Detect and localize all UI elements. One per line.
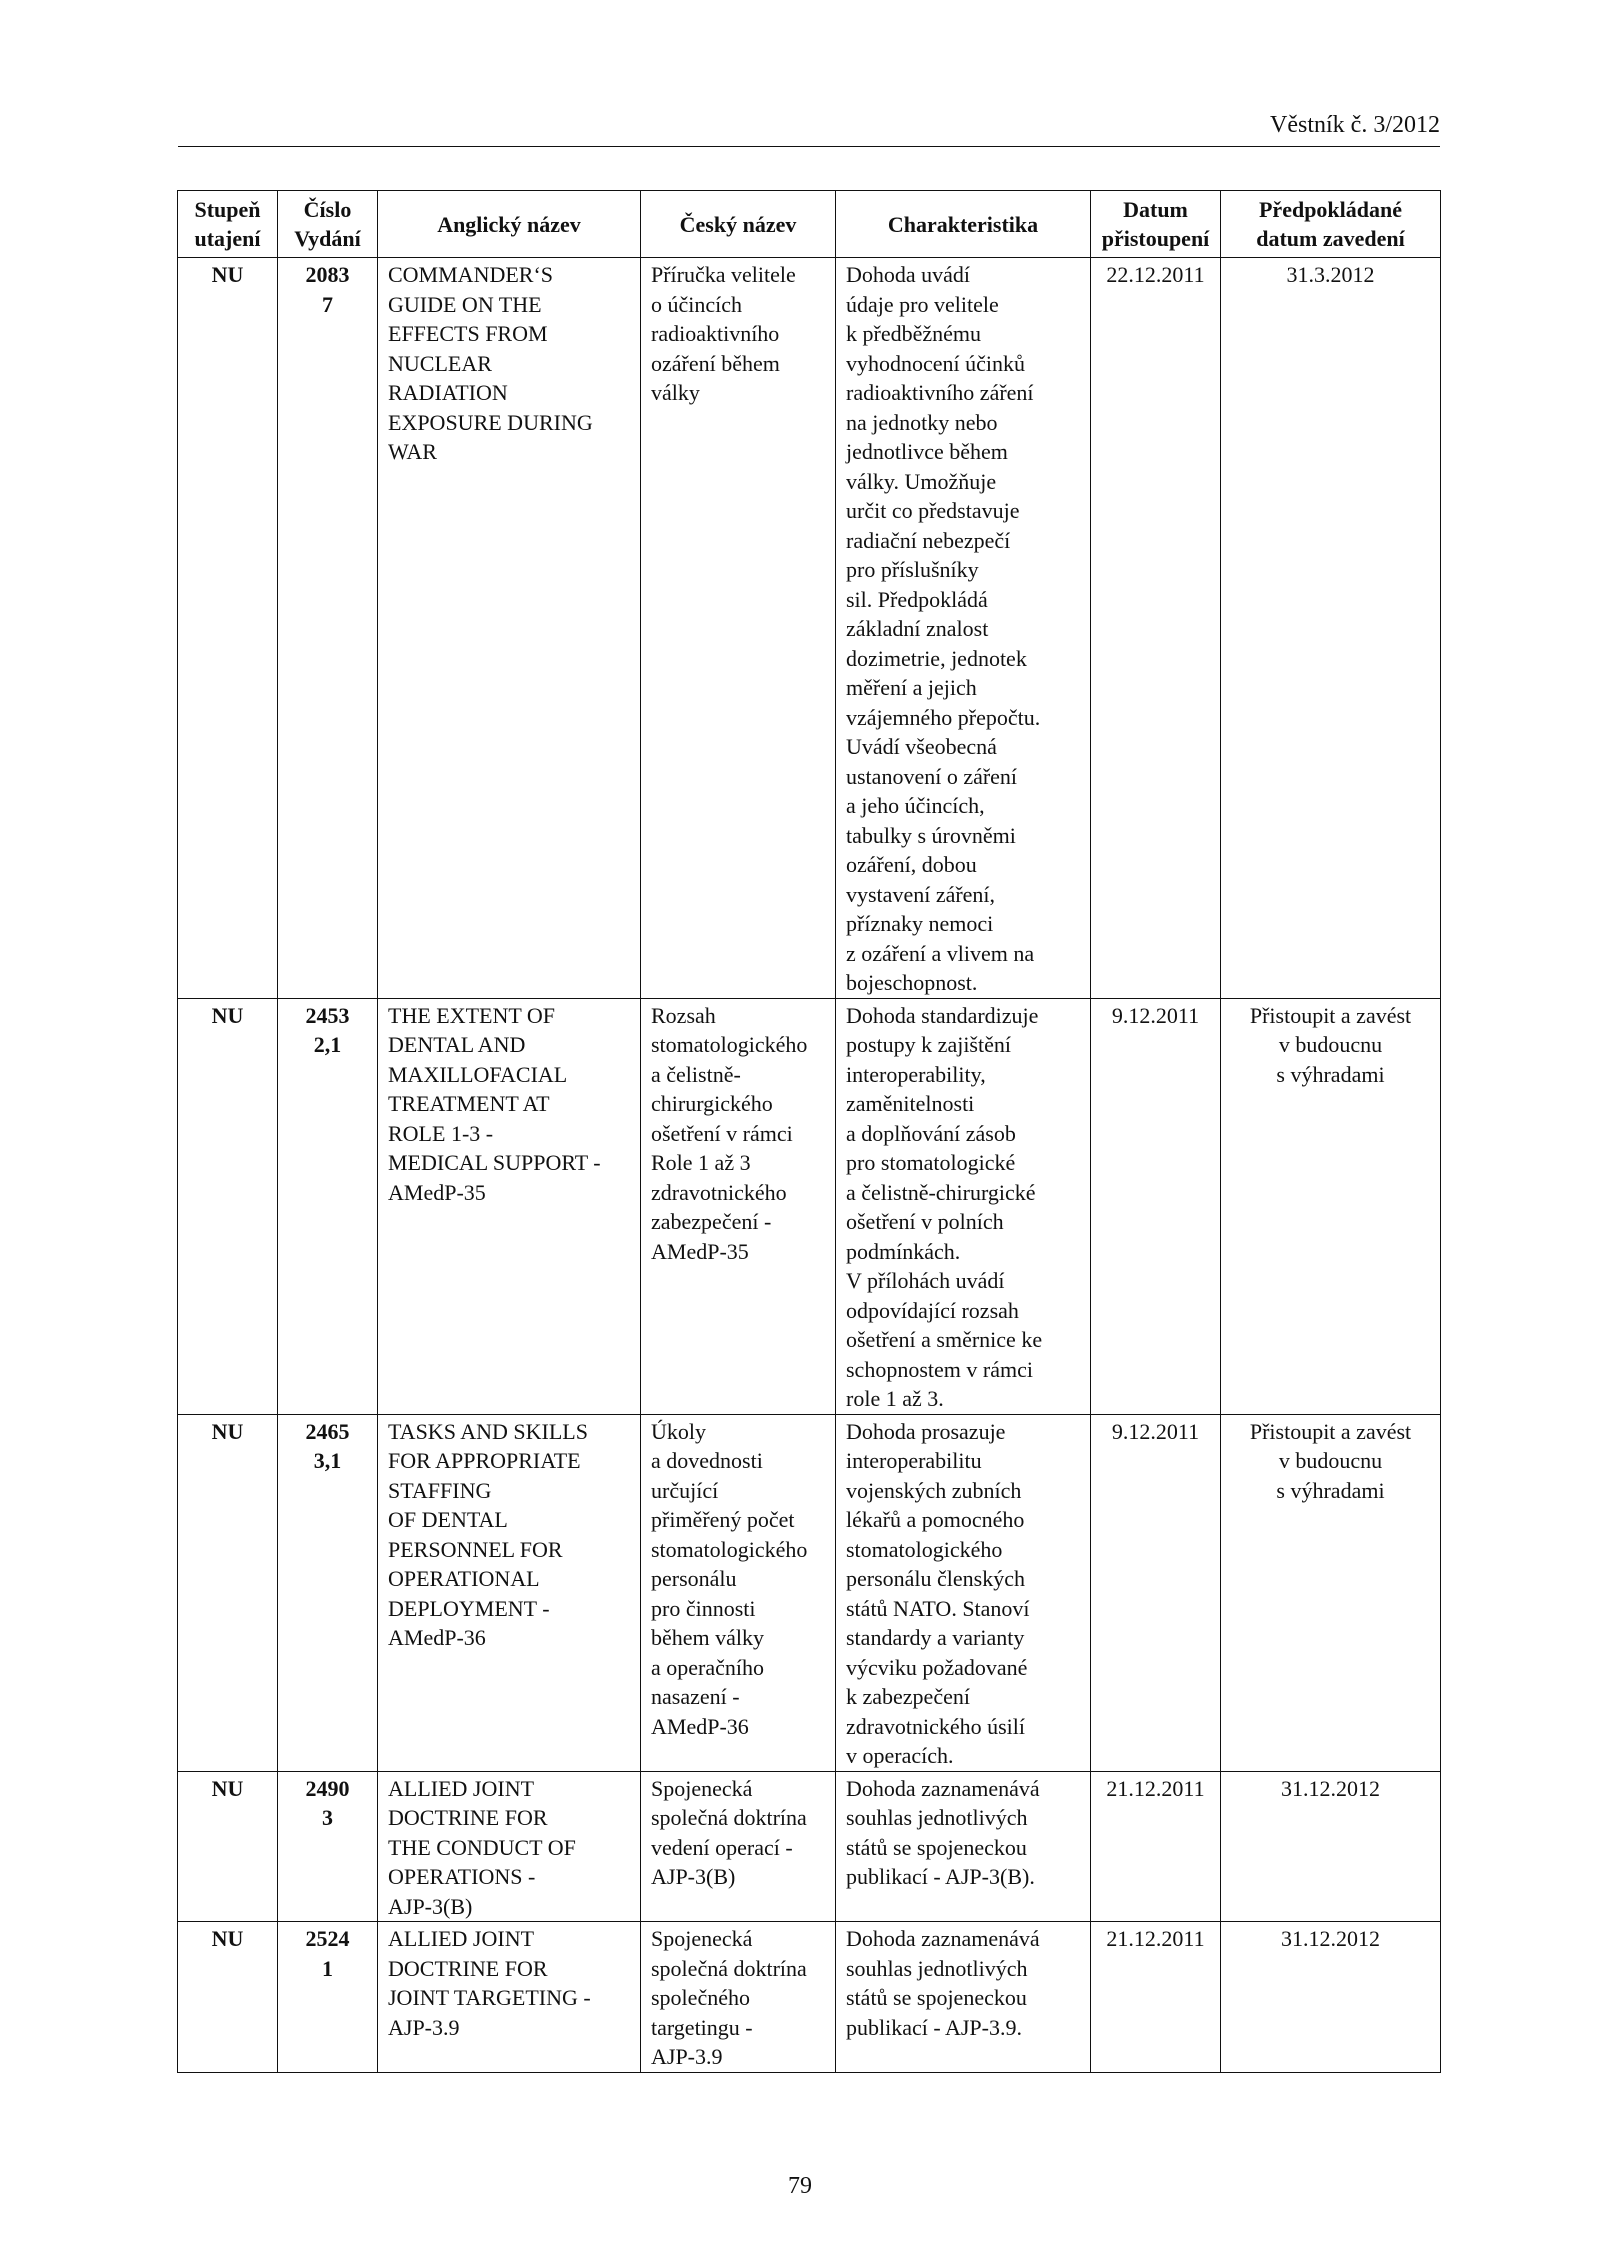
cell-classification: NU xyxy=(178,1771,278,1922)
cell-number-edition: 2524 1 xyxy=(278,1922,378,2073)
cell-description: Dohoda zaznamenává souhlas jednotlivých států se spojeneckou publikací - AJP-3(B). xyxy=(836,1771,1091,1922)
cell-description: Dohoda standardizuje postupy k zajištění interoperability, zaměnitelnosti a doplňování zásob pro stomatologické a čelistně-chirurgické ošetření v polních podmínkách. V přílohách uvádí odpovídající rozsah ošetření a směrnice ke schopnostem v rámci role 1 až 3. xyxy=(836,998,1091,1414)
cell-number-edition: 2453 2,1 xyxy=(278,998,378,1414)
header-divider xyxy=(178,146,1440,147)
header-accession-date: Datum přistoupení xyxy=(1091,191,1221,258)
cell-accession-date: 21.12.2011 xyxy=(1091,1771,1221,1922)
cell-number-edition: 2465 3,1 xyxy=(278,1414,378,1771)
cell-implementation-date: 31.12.2012 xyxy=(1221,1922,1441,2073)
journal-title: Věstník č. 3/2012 xyxy=(1270,112,1440,138)
header-czech-title: Český název xyxy=(641,191,836,258)
cell-czech-title: Spojenecká společná doktrína společného targetingu - AJP-3.9 xyxy=(641,1922,836,2073)
cell-english-title: COMMANDER‘S GUIDE ON THE EFFECTS FROM NUCLEAR RADIATION EXPOSURE DURING WAR xyxy=(378,258,641,999)
table-row xyxy=(178,1771,1441,1922)
stanag-table xyxy=(177,190,1441,2073)
cell-implementation-date: 31.12.2012 xyxy=(1221,1771,1441,1922)
cell-classification: NU xyxy=(178,1922,278,2073)
page-number: 79 xyxy=(788,2173,812,2199)
table-row xyxy=(178,258,1441,999)
cell-classification: NU xyxy=(178,1414,278,1771)
cell-description: Dohoda zaznamenává souhlas jednotlivých států se spojeneckou publikací - AJP-3.9. xyxy=(836,1922,1091,2073)
cell-english-title: TASKS AND SKILLS FOR APPROPRIATE STAFFING OF DENTAL PERSONNEL FOR OPERATIONAL DEPLOYMENT - AMedP-36 xyxy=(378,1414,641,1771)
cell-czech-title: Spojenecká společná doktrína vedení operací - AJP-3(B) xyxy=(641,1771,836,1922)
cell-number-edition: 2083 7 xyxy=(278,258,378,999)
table-row xyxy=(178,1414,1441,1771)
cell-implementation-date: 31.3.2012 xyxy=(1221,258,1441,999)
table-header-row xyxy=(178,191,1441,258)
header-english-title: Anglický název xyxy=(378,191,641,258)
header-description: Charakteristika xyxy=(836,191,1091,258)
cell-implementation-date: Přistoupit a zavést v budoucnu s výhradami xyxy=(1221,1414,1441,1771)
cell-accession-date: 21.12.2011 xyxy=(1091,1922,1221,2073)
table-row xyxy=(178,998,1441,1414)
cell-description: Dohoda uvádí údaje pro velitele k předběžnému vyhodnocení účinků radioaktivního záření na jednotky nebo jednotlivce během války. Umožňuje určit co představuje radiační nebezpečí pro příslušníky sil. Předpokládá základní znalost dozimetrie, jednotek měření a jejich vzájemného přepočtu. Uvádí všeobecná ustanovení o záření a jeho účincích, tabulky s úrovněmi ozáření, dobou vystavení záření, příznaky nemoci z ozáření a vlivem na bojeschopnost. xyxy=(836,258,1091,999)
cell-description: Dohoda prosazuje interoperabilitu vojenských zubních lékařů a pomocného stomatologického personálu členských států NATO. Stanoví standardy a varianty výcviku požadované k zabezpečení zdravotnického úsilí v operacích. xyxy=(836,1414,1091,1771)
table-row xyxy=(178,1922,1441,2073)
cell-classification: NU xyxy=(178,998,278,1414)
header-classification: Stupeň utajení xyxy=(178,191,278,258)
cell-accession-date: 22.12.2011 xyxy=(1091,258,1221,999)
cell-accession-date: 9.12.2011 xyxy=(1091,1414,1221,1771)
header-implementation-date: Předpokládané datum zavedení xyxy=(1221,191,1441,258)
cell-implementation-date: Přistoupit a zavést v budoucnu s výhradami xyxy=(1221,998,1441,1414)
cell-english-title: ALLIED JOINT DOCTRINE FOR THE CONDUCT OF OPERATIONS - AJP-3(B) xyxy=(378,1771,641,1922)
cell-number-edition: 2490 3 xyxy=(278,1771,378,1922)
cell-english-title: ALLIED JOINT DOCTRINE FOR JOINT TARGETING - AJP-3.9 xyxy=(378,1922,641,2073)
cell-english-title: THE EXTENT OF DENTAL AND MAXILLOFACIAL TREATMENT AT ROLE 1-3 - MEDICAL SUPPORT - AMedP-35 xyxy=(378,998,641,1414)
header-number-edition: Číslo Vydání xyxy=(278,191,378,258)
cell-czech-title: Příručka velitele o účincích radioaktivního ozáření během války xyxy=(641,258,836,999)
cell-accession-date: 9.12.2011 xyxy=(1091,998,1221,1414)
cell-czech-title: Rozsah stomatologického a čelistně- chirurgického ošetření v rámci Role 1 až 3 zdravotnického zabezpečení - AMedP-35 xyxy=(641,998,836,1414)
cell-czech-title: Úkoly a dovednosti určující přiměřený počet stomatologického personálu pro činnosti během války a operačního nasazení - AMedP-36 xyxy=(641,1414,836,1771)
cell-classification: NU xyxy=(178,258,278,999)
